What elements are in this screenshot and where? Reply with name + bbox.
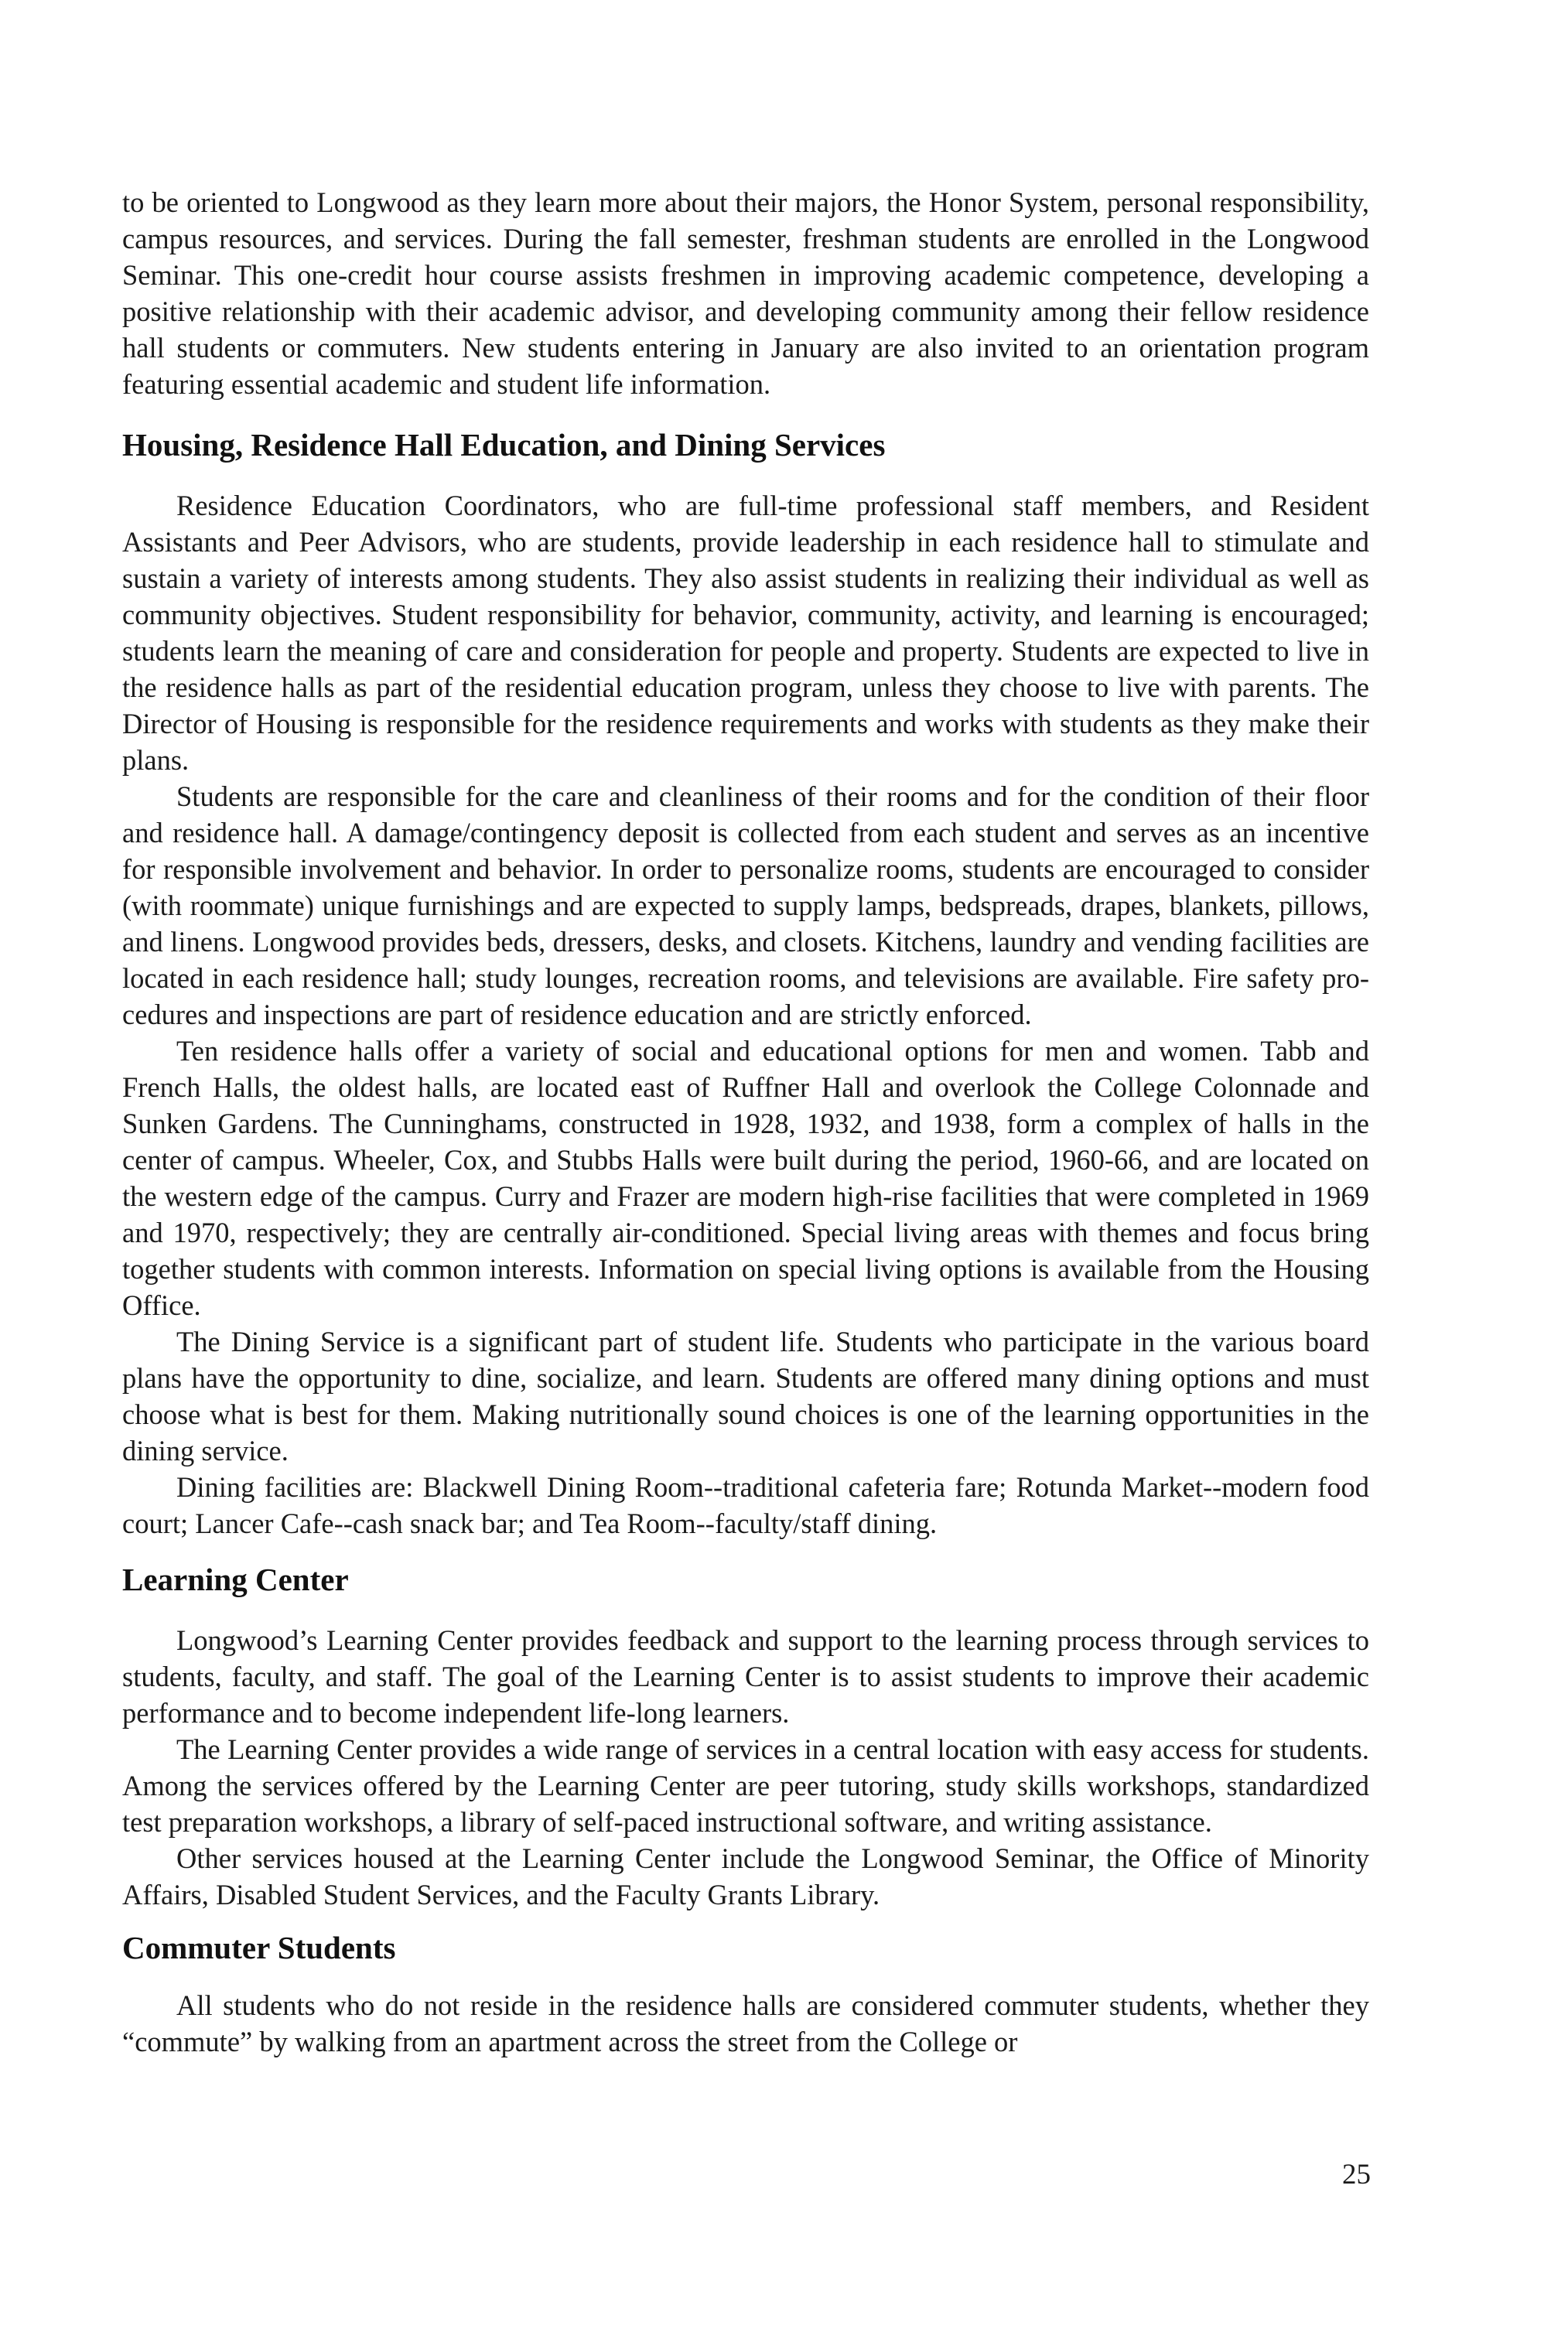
learning-center-paragraph-1: Longwood’s Learning Center provides feedback and support to the learning process through services to students, faculty, and staff. The goal of the Learning Center is to assist students to improve their academic performance and to become independent life-long learners. [122,1624,1369,1729]
housing-paragraph-2: Students are responsible for the care and cleanliness of their rooms and for the condition of their floor and residence hall. A damage/contingency deposit is collected from each student and serves as an incentive for responsible involvement and behavior. In order to personalize rooms, students are encouraged to consider (with roommate) unique furnishings and are expected to supply lamps, bedspreads, drapes, blankets, pillows, and linens. Longwood provides beds, dressers, desks, and closets. Kitchens, laundry and vending facilities are located in each residence hall; study lounges, recreation rooms, and televisions are available. Fire safety procedures and inspections are part of residence education and are strictly enforced. [122,780,1369,1030]
learning-center-heading: Learning Center [122,1562,349,1597]
commuter-heading: Commuter Students [122,1930,396,1965]
housing-paragraph-4: The Dining Service is a significant part of student life. Students who participate in the various board plans have the opportunity to dine, socialize, and learn. Students are offered many dining options and must choose what is best for them. Making nutritionally sound choices is one of the learning opportunities in the dining service. [122,1326,1369,1467]
page-number: 25 [1342,2159,1371,2190]
learning-center-paragraph-3: Other services housed at the Learning Center include the Longwood Seminar, the Office of Minority Affairs, Disabled Student Services, and the Faculty Grants Library. [122,1842,1369,1910]
housing-paragraph-1: Residence Education Coordinators, who are full-time professional staff members, and Resident Assistants and Peer Advisors, who are students, provide leadership in each residence hall to stimulate and sustain a variety of interests among students. They also assist students in realizing their individual as well as community objectives. Student responsibility for behavior, community, activity, and learning is encouraged; students learn the meaning of care and consideration for people and property. Students are expected to live in the residence halls as part of the residential education program, unless they choose to live with parents. The Director of Housing is responsible for the residence requirements and works with students as they make their plans. [122,490,1369,776]
intro-paragraph: to be oriented to Longwood as they learn more about their majors, the Honor System, personal responsibility, campus resources, and services. During the fall semester, freshman students are enrolled in the Longwood Seminar. This one-credit hour course assists freshmen in improving academic competence, developing a positive relationship with their academic advisor, and developing community among their fellow residence hall students or commuters. New students entering in January are also invited to an orientation program featuring essential academic and student life information. [122,186,1369,400]
housing-heading: Housing, Residence Hall Education, and Dining Services [122,427,886,463]
document-page [122,184,1369,2060]
housing-paragraph-3: Ten residence halls offer a variety of social and educational options for men and women. Tabb and French Halls, the oldest halls, are located east of Ruffner Hall and overlook the College Colonnade and Sunken Gardens. The Cunninghams, constructed in 1928, 1932, and 1938, form a complex of halls in the center of campus. Wheeler, Cox, and Stubbs Halls were built during the period, 1960-66, and are located on the western edge of the campus. Curry and Frazer are modern high-rise facilities that were completed in 1969 and 1970, respectively; they are centrally air-conditioned. Special living areas with themes and focus bring together students with common interests. Information on special living options is available from the Housing Office. [122,1035,1369,1321]
commuter-paragraph-1: All students who do not reside in the residence halls are considered commuter students, whether they “commute” by walking from an apartment across the street from the College or [122,1989,1369,2057]
housing-paragraph-5: Dining facilities are: Blackwell Dining Room--traditional cafeteria fare; Rotunda Market--modern food court; Lancer Cafe--cash snack bar; and Tea Room--faculty/staff dining. [122,1471,1369,1539]
learning-center-paragraph-2: The Learning Center provides a wide range of services in a central location with easy access for students. Among the services offered by the Learning Center are peer tutoring, study skills workshops, standardized test preparation workshops, a library of self-paced instructional software, and writing assistance. [122,1733,1369,1838]
